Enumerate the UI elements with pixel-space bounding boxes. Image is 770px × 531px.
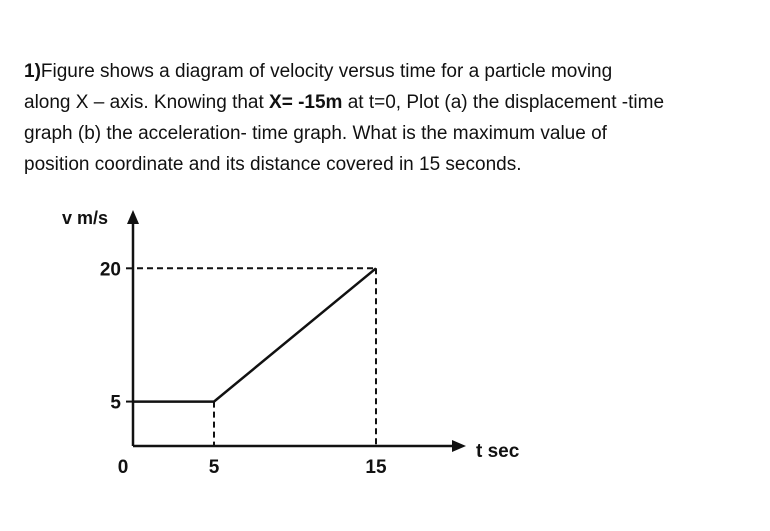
y-tick-group: [100, 259, 133, 413]
problem-text-1: Figure shows a diagram of velocity versus time for a particle moving: [40, 61, 613, 82]
x-axis-label: t sec: [476, 441, 520, 462]
problem-number: 1): [24, 61, 41, 82]
problem-line-4: position coordinate and its distance covered in 15 seconds.: [24, 154, 522, 175]
initial-position-value: X= -15m: [269, 92, 343, 113]
problem-line-3: graph (b) the acceleration- time graph. What is the maximum value of: [24, 123, 607, 144]
y-axis-label: v m/s: [62, 208, 109, 228]
x-tick-group: [118, 457, 387, 478]
y-tick-label: 5: [110, 392, 121, 414]
velocity-series-line: [133, 268, 376, 401]
problem-text-2b: at t=0, Plot (a) the displacement -time: [342, 92, 665, 113]
x-tick-label: 5: [208, 457, 220, 478]
y-axis-arrow-icon: [127, 210, 139, 224]
problem-text-2a: along X – axis. Knowing that: [24, 92, 270, 113]
x-axis-arrow-icon: [452, 440, 466, 452]
x-tick-label: 15: [365, 457, 387, 478]
y-tick-label: 20: [99, 259, 121, 281]
x-tick-label: 0: [117, 457, 129, 478]
